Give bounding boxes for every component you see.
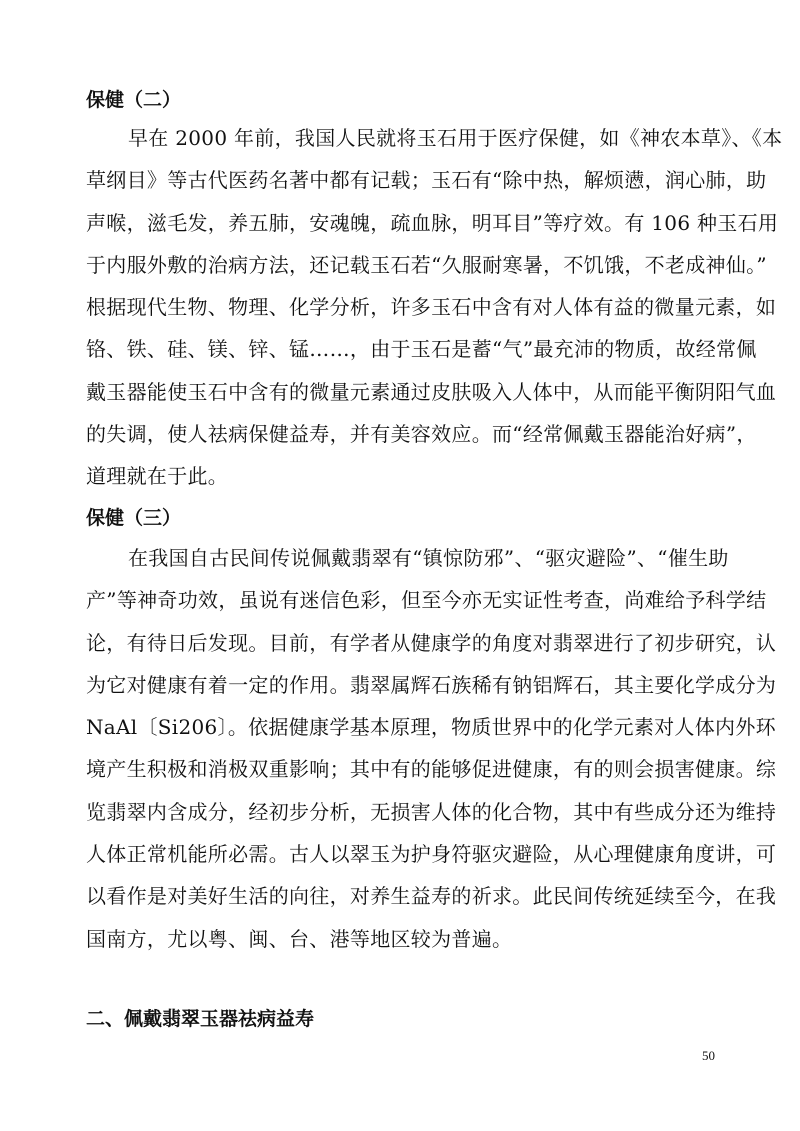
text-line: 早在 2000 年前，我国人民就将玉石用于医疗保健，如《神农本草》、《本 bbox=[128, 126, 783, 150]
text-line: 产”等神奇功效，虽说有迷信色彩，但至今亦无实证性考查，尚难给予科学结 bbox=[86, 588, 767, 613]
text-line: 根据现代生物、物理、化学分析，许多玉石中含有对人体有益的微量元素，如 bbox=[86, 295, 777, 320]
section-heading-health-3: 保健（三） bbox=[86, 507, 182, 529]
text-line: 的失调，使人祛病保健益寿，并有美容效应。而“经常佩戴玉器能治好病”， bbox=[86, 422, 757, 447]
section-heading-health-2: 保健（二） bbox=[86, 89, 182, 111]
text-line: 为它对健康有着一定的作用。翡翠属辉石族稀有钠铝辉石，其主要化学成分为 bbox=[86, 672, 777, 697]
text-line: NaAl〔Si206〕。依据健康学基本原理，物质世界中的化学元素对人体内外环 bbox=[86, 715, 776, 740]
text-line: 草纲目》等古代医药名著中都有记载；玉石有“除中热，解烦懑，润心肺，助 bbox=[86, 168, 767, 193]
text-line: 境产生积极和消极双重影响；其中有的能够促进健康，有的则会损害健康。综 bbox=[86, 757, 777, 782]
paragraph-health-3 bbox=[86, 537, 777, 960]
text-line: 人体正常机能所必需。古人以翠玉为护身符驱灾避险，从心理健康角度讲，可 bbox=[86, 842, 777, 867]
text-line: 览翡翠内含成分，经初步分析，无损害人体的化合物，其中有些成分还为维持 bbox=[86, 799, 777, 824]
chapter-heading: 二、佩戴翡翠玉器祛病益寿 bbox=[86, 1008, 315, 1030]
text-line: 以看作是对美好生活的向往，对养生益寿的祈求。此民间传统延续至今，在我 bbox=[86, 884, 777, 909]
text-line: 铬、铁、硅、镁、锌、锰……，由于玉石是蓄“气”最充沛的物质，故经常佩 bbox=[86, 337, 757, 362]
text-line: 在我国自古民间传说佩戴翡翠有“镇惊防邪”、“驱灾避险”、“催生助 bbox=[128, 546, 729, 570]
text-line: 戴玉器能使玉石中含有的微量元素通过皮肤吸入人体中，从而能平衡阴阳气血 bbox=[86, 379, 777, 404]
page-number: 50 bbox=[702, 1048, 715, 1063]
paragraph-health-2 bbox=[86, 117, 783, 498]
text-line: 国南方，尤以粤、闽、台、港等地区较为普遍。 bbox=[86, 926, 513, 951]
text-line: 论，有待日后发现。目前，有学者从健康学的角度对翡翠进行了初步研究，认 bbox=[86, 630, 777, 655]
text-line: 声喉，滋毛发，养五肺，安魂魄，疏血脉，明耳目”等疗效。有 106 种玉石用 bbox=[86, 210, 779, 235]
text-line: 于内服外敷的治病方法，还记载玉石若“久服耐寒暑，不饥饿，不老成神仙。” bbox=[86, 252, 767, 277]
text-line: 道理就在于此。 bbox=[86, 464, 229, 489]
